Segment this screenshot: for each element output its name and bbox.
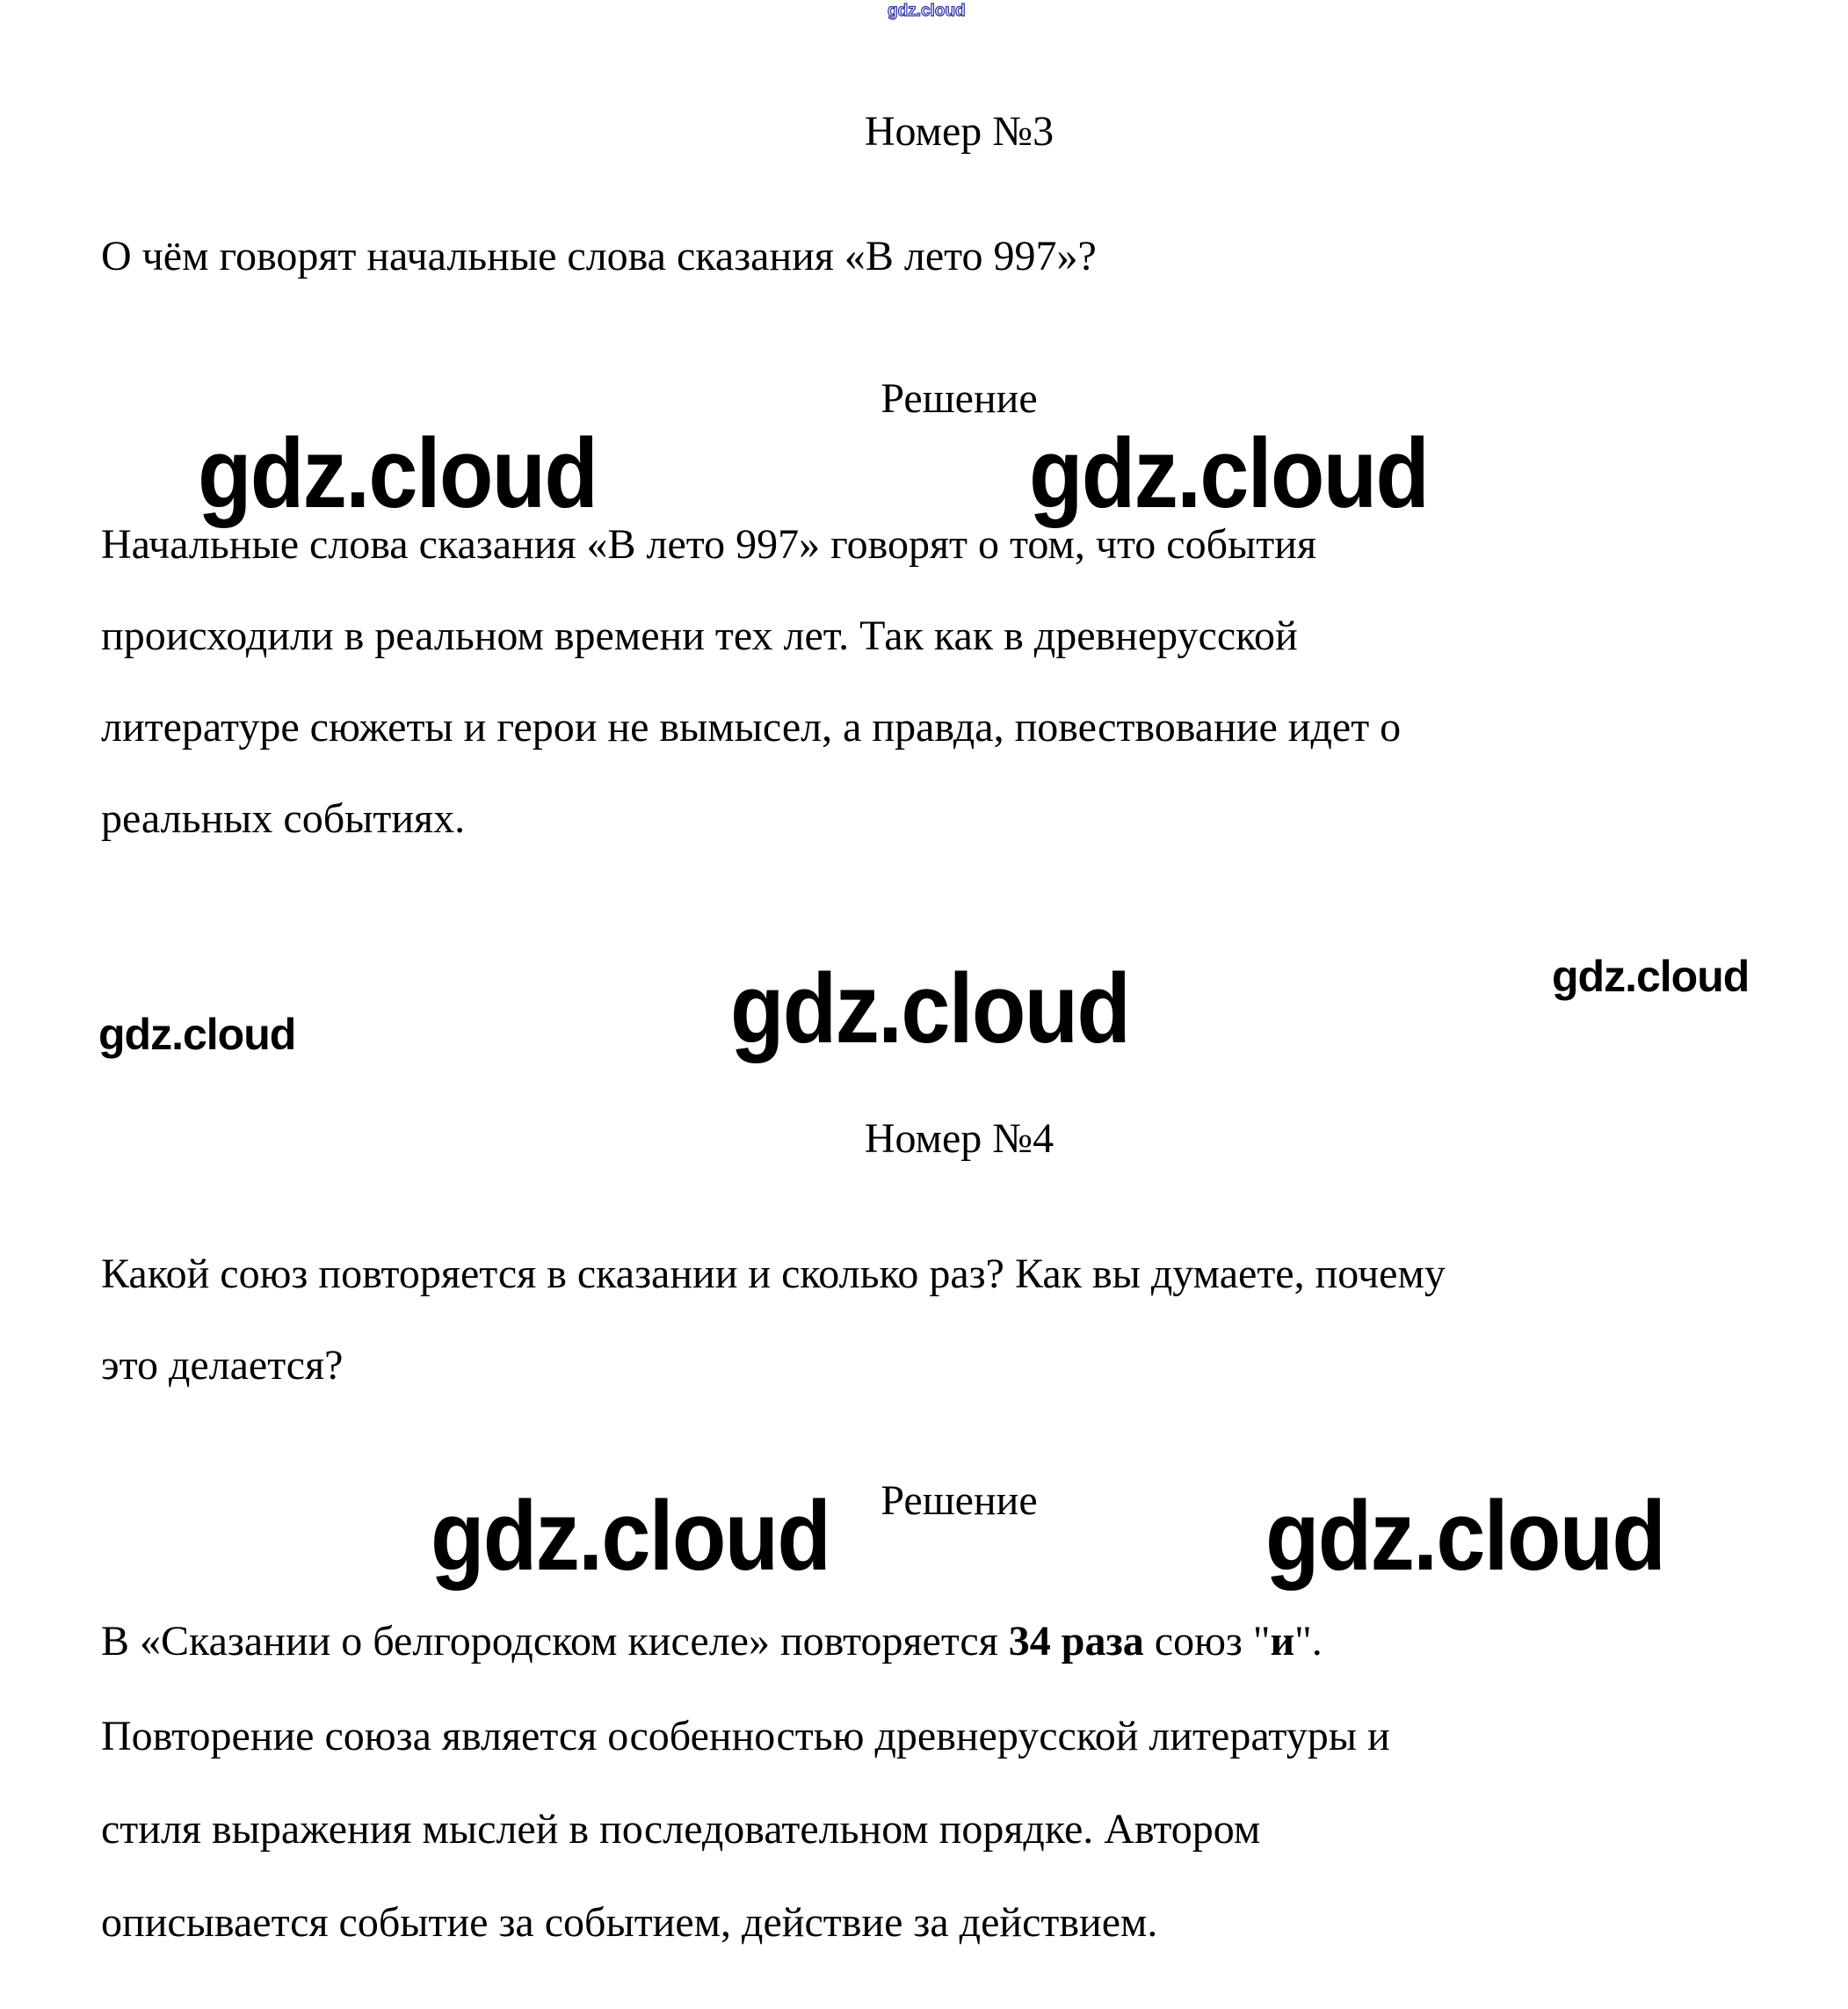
task4-question-line: Какой союз повторяется в сказании и сколько раз? Как вы думаете, почему <box>101 1251 1446 1297</box>
answer-text-segment: ". <box>1294 1618 1323 1664</box>
task4-heading: Номер №4 <box>864 1115 1054 1162</box>
task4-answer-line: Повторение союза является особенностью древнерусской литературы и <box>101 1713 1390 1759</box>
answer-text-segment: союз " <box>1143 1618 1271 1664</box>
task4-answer-line: описывается событие за событием, действие за действием. <box>101 1899 1158 1946</box>
answer-text-segment: В «Сказании о белгородском киселе» повторяется <box>101 1618 1009 1664</box>
task3-answer-line: реальных событиях. <box>101 795 466 842</box>
answer-bold-segment: и <box>1270 1618 1295 1664</box>
site-watermark-top: gdz.cloud <box>888 2 966 20</box>
task3-answer-line: происходили в реальном времени тех лет. Так как в древнерусской <box>101 613 1298 659</box>
site-watermark: gdz.cloud <box>431 1481 830 1591</box>
site-watermark: gdz.cloud <box>1552 952 1750 1001</box>
task3-answer-line: Начальные слова сказания «В лето 997» говорят о том, что события <box>101 521 1317 568</box>
task4-answer-line <box>101 1615 1323 1668</box>
site-watermark: gdz.cloud <box>198 418 598 528</box>
task4-answer-line: стиля выражения мыслей в последовательном порядке. Автором <box>101 1806 1261 1853</box>
task3-answer-line: литературе сюжеты и герои не вымысел, а правда, повествование идет о <box>101 704 1402 751</box>
answer-bold-segment: 34 раза <box>1008 1618 1144 1664</box>
task3-question: О чём говорят начальные слова сказания «В лето 997»? <box>101 233 1097 279</box>
task4-solution-heading: Решение <box>881 1477 1038 1524</box>
task3-heading: Номер №3 <box>864 108 1054 155</box>
site-watermark: gdz.cloud <box>98 1010 296 1059</box>
task4-question-line: это делается? <box>101 1342 344 1389</box>
task3-solution-heading: Решение <box>881 375 1038 422</box>
site-watermark: gdz.cloud <box>730 954 1130 1063</box>
site-watermark: gdz.cloud <box>1265 1481 1665 1591</box>
site-watermark: gdz.cloud <box>1029 418 1429 528</box>
